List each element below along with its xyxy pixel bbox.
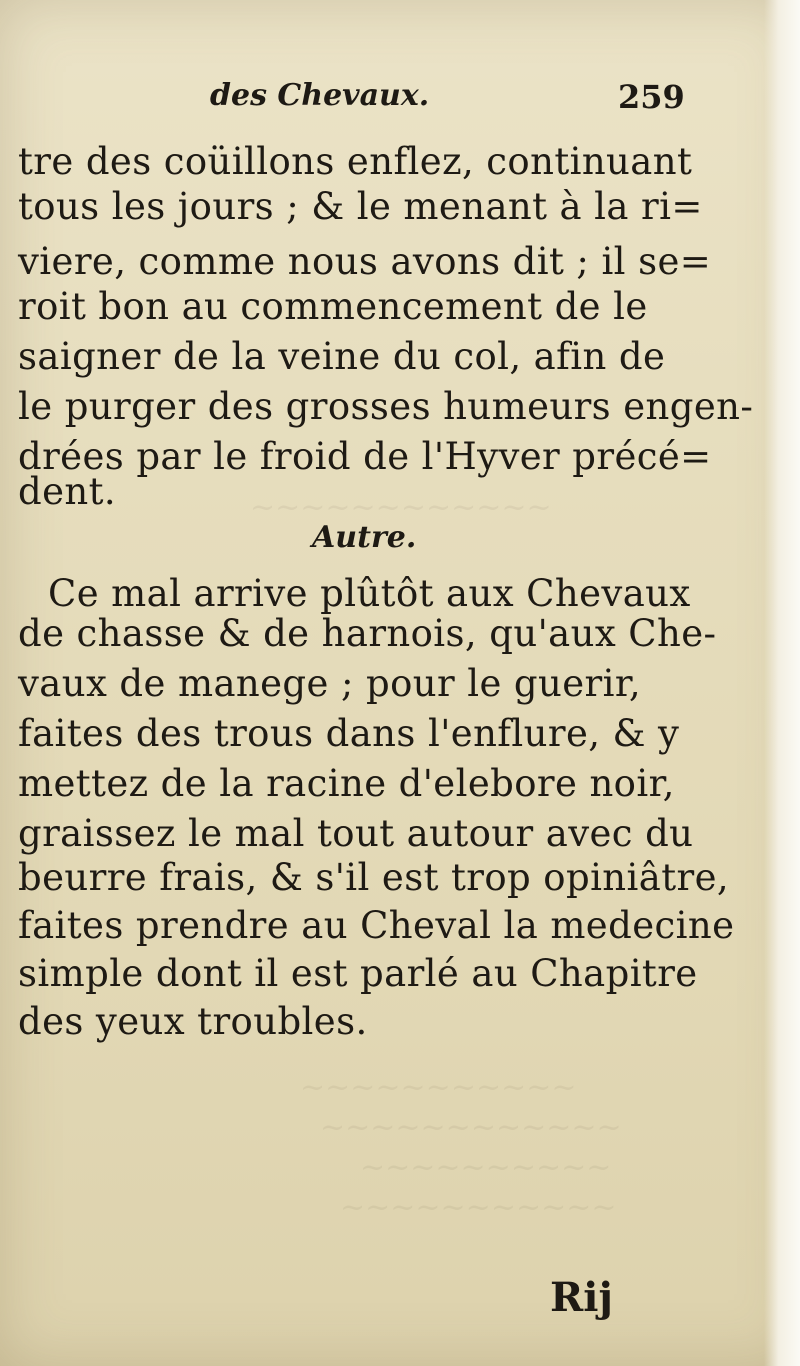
paragraph2-line: faites prendre au Cheval la medecine [18,904,735,947]
paragraph2-line: des yeux troubles. [18,1000,368,1043]
show-through-text: ~~~~~~~~~~~~ [250,490,552,525]
paragraph1-line: drées par le froid de l'Hyver précé= [18,435,712,478]
paragraph1-line: roit bon au commencement de le [18,285,648,328]
signature-mark: Rij [550,1274,613,1321]
show-through-text: ~~~~~~~~~~ [360,1150,612,1185]
paragraph1-line: le purger des grosses humeurs engen- [18,385,754,428]
show-through-text: ~~~~~~~~~~~~ [320,1110,622,1145]
paragraph1-line: dent. [18,470,117,513]
paragraph2-line: simple dont il est parlé au Chapitre [18,952,698,995]
paragraph2-line: mettez de la racine d'elebore noir, [18,762,675,805]
paragraph1-line: tous les jours ; & le menant à la ri= [18,185,703,228]
show-through-text: ~~~~~~~~~~~ [300,1070,577,1105]
page-edge [764,0,800,1366]
section-heading: Autre. [312,520,417,555]
paragraph2-line: graissez le mal tout autour avec du [18,812,694,855]
page-number: 259 [618,78,685,116]
paragraph2-line: vaux de manege ; pour le guerir, [18,662,642,705]
show-through-text: ~~~~~~~~~~~ [340,1190,617,1225]
paragraph2-line: beurre frais, & s'il est trop opiniâtre, [18,856,730,899]
paragraph2-line: de chasse & de harnois, qu'aux Che- [18,612,717,655]
running-header: des Chevaux. [210,78,430,113]
paragraph2-line: faites des trous dans l'enflure, & y [18,712,680,755]
paragraph1-line: viere, comme nous avons dit ; il se= [18,240,712,283]
paragraph2-line: Ce mal arrive plûtôt aux Chevaux [48,572,691,615]
paragraph1-line: saigner de la veine du col, afin de [18,335,666,378]
paragraph1-line: tre des coüillons enflez, continuant [18,140,693,183]
